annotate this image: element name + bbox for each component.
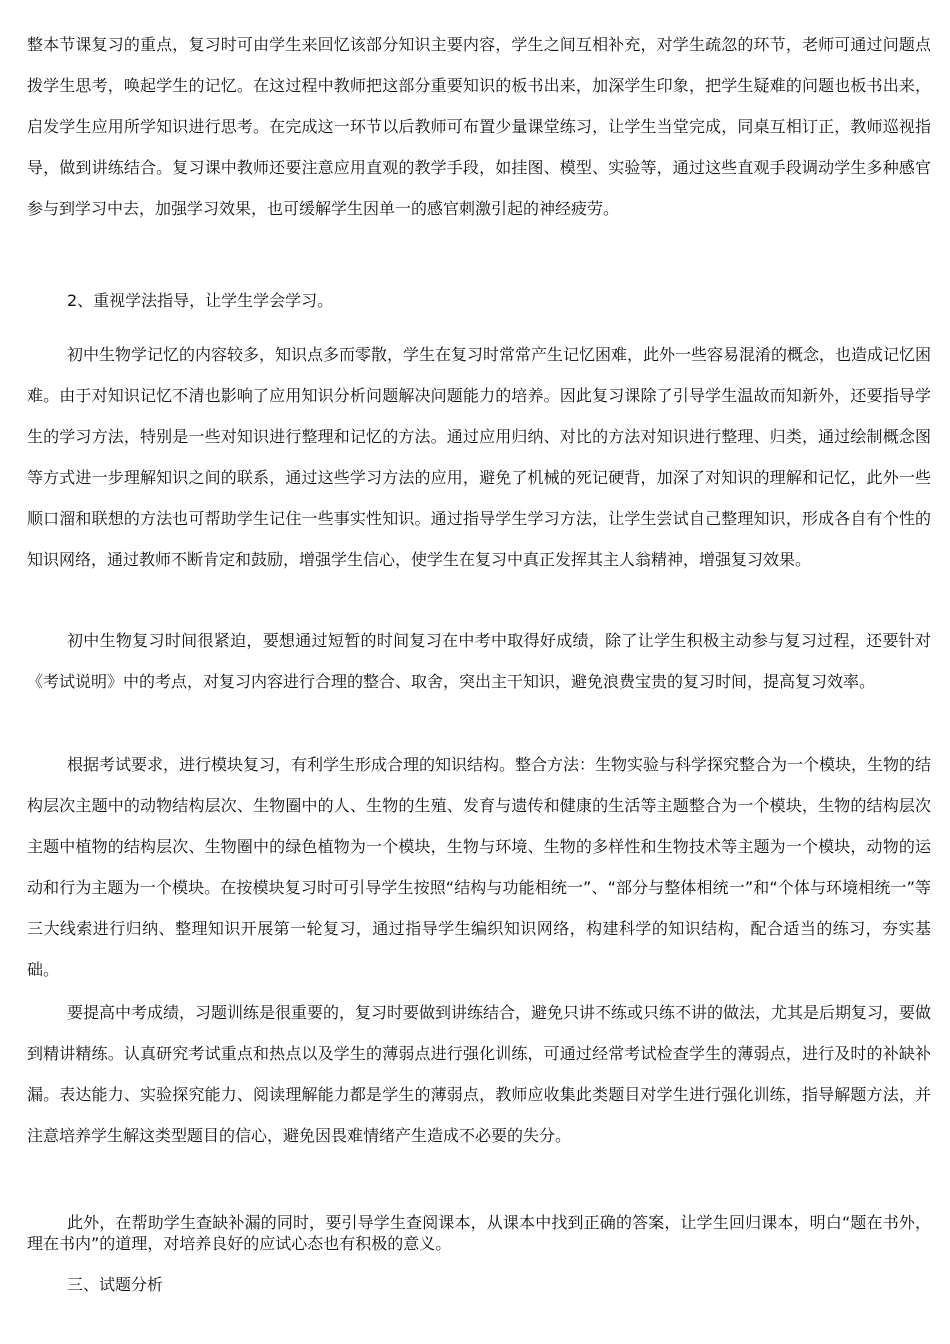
paragraph-return-to-textbook: 此外，在帮助学生查缺补漏的同时，要引导学生查阅课本，从课本中找到正确的答案，让学生回归课本，明白“题在书外，理在书内”的道理，对培养良好的应试心态也有积极的意义。: [27, 1213, 931, 1253]
paragraph-module-review: 根据考试要求，进行模块复习，有利学生形成合理的知识结构。整合方法：生物实验与科学探究整合为一个模块，生物的结构层次主题中的动物结构层次、生物圈中的人、生物的生殖、发育与遗传和健康的生活等主题整合为一个模块，生物的结构层次主题中植物的结构层次、生物圈中的绿色植物为一个模块，生物与环境、生物的多样性和生物技术等主题为一个模块，动物的运动和行为主题为一个模块。在按模块复习时可引导学生按照“结构与功能相统一”、“部分与整体相统一”和“个体与环境相统一”等三大线索进行归纳、整理知识开展第一轮复习，通过指导学生编织知识网络，构建科学的知识结构，配合适当的练习，夯实基础。: [27, 755, 932, 979]
paragraph-review-time: 初中生物复习时间很紧迫，要想通过短暂的时间复习在中考中取得好成绩，除了让学生积极主动参与复习过程，还要针对《考试说明》中的考点，对复习内容进行合理的整合、取舍，突出主干知识，避免浪费宝贵的复习时间，提高复习效率。: [27, 631, 931, 691]
paragraph-exercise-training: 要提高中考成绩，习题训练是很重要的，复习时要做到讲练结合，避免只讲不练或只练不讲的做法，尤其是后期复习，要做到精讲精练。认真研究考试重点和热点以及学生的薄弱点进行强化训练，可通过经常考试检查学生的薄弱点，进行及时的补缺补漏。表达能力、实验探究能力、阅读理解能力都是学生的薄弱点，教师应收集此类题目对学生进行强化训练，指导解题方法，并注意培养学生解这类型题目的信心，避免因畏难情绪产生造成不必要的失分。: [27, 1003, 932, 1145]
section-heading-test-analysis: 三、试题分析: [67, 1275, 164, 1294]
section-heading-study-methods: 2、重视学法指导，让学生学会学习。: [67, 291, 334, 310]
paragraph-review-focus: 整本节课复习的重点，复习时可由学生来回忆该部分知识主要内容，学生之间互相补充，对学生疏忽的环节，老师可通过问题点拨学生思考，唤起学生的记忆。在这过程中教师把这部分重要知识的板书出来，加深学生印象，把学生疑难的问题也板书出来，启发学生应用所学知识进行思考。在完成这一环节以后教师可布置少量课堂练习，让学生当堂完成，同桌互相订正，教师巡视指导，做到讲练结合。复习课中教师还要注意应用直观的教学手段，如挂图、模型、实验等，通过这些直观手段调动学生多种感官参与到学习中去，加强学习效果，也可缓解学生因单一的感官刺激引起的神经疲劳。: [27, 35, 931, 218]
paragraph-memory-methods: 初中生物学记忆的内容较多，知识点多而零散，学生在复习时常常产生记忆困难，此外一些容易混淆的概念，也造成记忆困难。由于对知识记忆不清也影响了应用知识分析问题解决问题能力的培养。因此复习课除了引导学生温故而知新外，还要指导学生的学习方法，特别是一些对知识进行整理和记忆的方法。通过应用归纳、对比的方法对知识进行整理、归类，通过绘制概念图等方式进一步理解知识之间的联系，通过这些学习方法的应用，避免了机械的死记硬背，加深了对知识的理解和记忆，此外一些顺口溜和联想的方法也可帮助学生记住一些事实性知识。通过指导学生学习方法，让学生尝试自己整理知识，形成各自有个性的知识网络，通过教师不断肯定和鼓励，增强学生信心，使学生在复习中真正发挥其主人翁精神，增强复习效果。: [27, 345, 932, 569]
